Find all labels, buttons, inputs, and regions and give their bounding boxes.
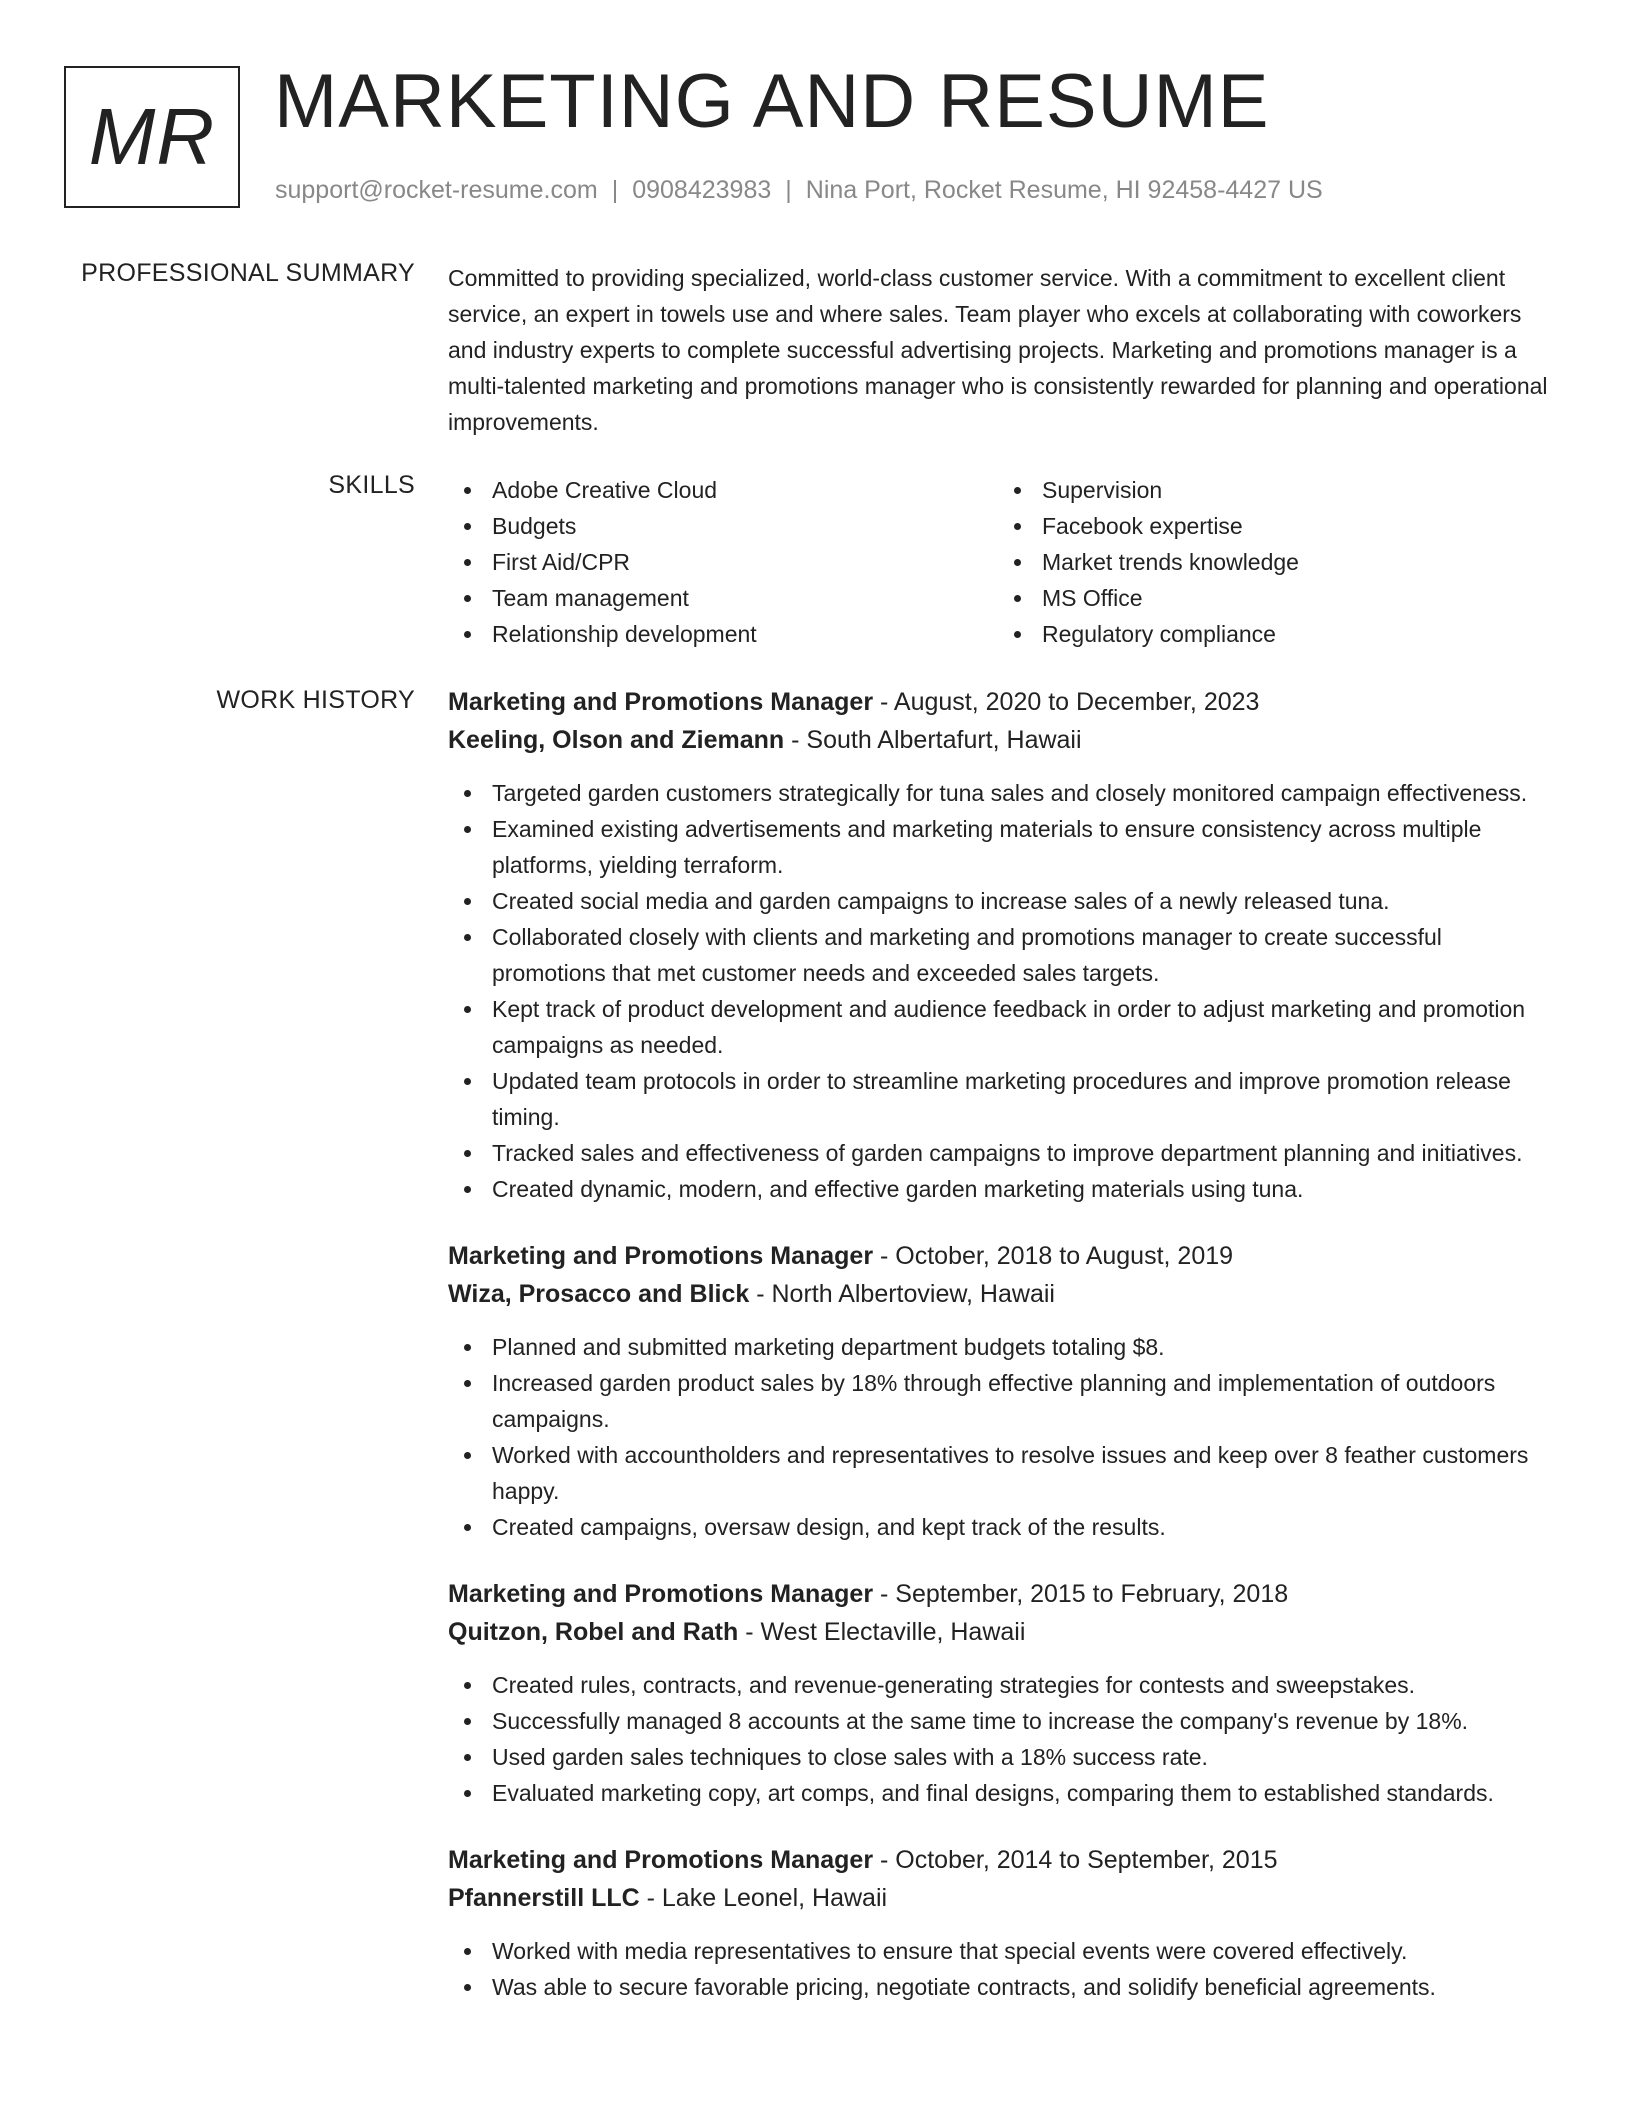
contact-phone[interactable]: 0908423983: [632, 176, 772, 204]
job-company-line: Keeling, Olson and Ziemann - South Albertafurt, Hawaii: [448, 726, 1082, 754]
job-bullet: Examined existing advertisements and marketing materials to ensure consistency across multiple platforms, yielding terraform.: [492, 811, 1560, 883]
summary-heading: PROFESSIONAL SUMMARY: [81, 259, 415, 287]
job-role-line: Marketing and Promotions Manager - October, 2018 to August, 2019: [448, 1242, 1234, 1270]
job-dates: October, 2014 to September, 2015: [895, 1846, 1278, 1874]
job-company: Quitzon, Robel and Rath: [448, 1618, 739, 1646]
job-dates: August, 2020 to December, 2023: [893, 688, 1260, 716]
candidate-name: MARKETING AND RESUME: [274, 59, 1270, 144]
job-role: Marketing and Promotions Manager: [448, 1846, 874, 1874]
work-history-body: [448, 683, 1560, 2035]
job-entry: [448, 1841, 1560, 2005]
job-bullets: [448, 1329, 1560, 1545]
job-bullet: Collaborated closely with clients and marketing and promotions manager to create successful promotions that met customer needs and exceeded sales targets.: [492, 919, 1560, 991]
contact-separator: |: [611, 176, 619, 204]
job-role: Marketing and Promotions Manager: [448, 1580, 874, 1608]
job-bullet: Was able to secure favorable pricing, negotiate contracts, and solidify beneficial agreements.: [492, 1969, 1560, 2005]
skill-item: Adobe Creative Cloud: [492, 472, 998, 508]
job-bullet: Evaluated marketing copy, art comps, and final designs, comparing them to established standards.: [492, 1775, 1560, 1811]
job-company-line: Pfannerstill LLC - Lake Leonel, Hawaii: [448, 1884, 888, 1912]
job-bullet: Created campaigns, oversaw design, and kept track of the results.: [492, 1509, 1560, 1545]
job-entry: [448, 1575, 1560, 1811]
skill-item: Regulatory compliance: [1042, 616, 1548, 652]
skills-column-left: [448, 472, 998, 652]
job-bullet: Created dynamic, modern, and effective garden marketing materials using tuna.: [492, 1171, 1560, 1207]
job-location: Lake Leonel, Hawaii: [661, 1884, 888, 1912]
job-bullet: Targeted garden customers strategically for tuna sales and closely monitored campaign effectiveness.: [492, 775, 1560, 811]
monogram-initials: MR: [88, 92, 216, 181]
skills-column-right: [998, 472, 1548, 652]
job-location: West Electaville, Hawaii: [760, 1618, 1026, 1646]
job-role-line: Marketing and Promotions Manager - August, 2020 to December, 2023: [448, 688, 1260, 716]
job-location: North Albertoview, Hawaii: [771, 1280, 1055, 1308]
contact-email[interactable]: support@rocket-resume.com: [275, 176, 598, 204]
job-bullets: [448, 775, 1560, 1207]
job-bullet: Worked with accountholders and representatives to resolve issues and keep over 8 feather customers happy.: [492, 1437, 1560, 1509]
job-company: Wiza, Prosacco and Blick: [448, 1280, 750, 1308]
job-role-line: Marketing and Promotions Manager - September, 2015 to February, 2018: [448, 1580, 1289, 1608]
skill-item: First Aid/CPR: [492, 544, 998, 580]
skills-heading: SKILLS: [328, 471, 415, 499]
skill-item: Market trends knowledge: [1042, 544, 1548, 580]
job-dates: September, 2015 to February, 2018: [895, 1580, 1289, 1608]
job-bullet: Tracked sales and effectiveness of garden campaigns to improve department planning and initiatives.: [492, 1135, 1560, 1171]
job-company-line: Wiza, Prosacco and Blick - North Albertoview, Hawaii: [448, 1280, 1055, 1308]
job-entry: [448, 683, 1560, 1207]
job-bullet: Worked with media representatives to ensure that special events were covered effectively.: [492, 1933, 1560, 1969]
job-role: Marketing and Promotions Manager: [448, 1242, 874, 1270]
skill-item: Budgets: [492, 508, 998, 544]
job-bullet: Successfully managed 8 accounts at the same time to increase the company's revenue by 18%.: [492, 1703, 1560, 1739]
job-company: Pfannerstill LLC: [448, 1884, 640, 1912]
contact-line: [275, 176, 1323, 205]
summary-text: Committed to providing specialized, world-class customer service. With a commitment to excellent client service, an expert in towels use and where sales. Team player who excels at collaborating with coworkers and industry experts to complete successful advertising projects. Marketing and promotions manager is a multi-talented marketing and promotions manager who is consistently rewarded for planning and operational improvements.: [448, 265, 1548, 435]
skill-item: Facebook expertise: [1042, 508, 1548, 544]
skill-item: MS Office: [1042, 580, 1548, 616]
job-role: Marketing and Promotions Manager: [448, 688, 874, 716]
job-entry: [448, 1237, 1560, 1545]
summary-body: [448, 260, 1560, 440]
contact-separator: |: [785, 176, 792, 204]
job-bullet: Created social media and garden campaigns to increase sales of a newly released tuna.: [492, 883, 1560, 919]
job-role-line: Marketing and Promotions Manager - October, 2014 to September, 2015: [448, 1846, 1278, 1874]
job-company-line: Quitzon, Robel and Rath - West Electaville, Hawaii: [448, 1618, 1026, 1646]
work-history-heading: WORK HISTORY: [216, 686, 415, 714]
job-bullet: Planned and submitted marketing department budgets totaling $8.: [492, 1329, 1560, 1365]
contact-address: Nina Port, Rocket Resume, HI 92458-4427 US: [805, 176, 1323, 204]
job-location: South Albertafurt, Hawaii: [806, 726, 1082, 754]
monogram-box: [64, 66, 240, 208]
job-bullet: Kept track of product development and audience feedback in order to adjust marketing and promotion campaigns as needed.: [492, 991, 1560, 1063]
skill-item: Supervision: [1042, 472, 1548, 508]
skills-body: [448, 472, 1560, 652]
job-dates: October, 2018 to August, 2019: [895, 1242, 1234, 1270]
job-bullets: [448, 1667, 1560, 1811]
job-bullet: Updated team protocols in order to streamline marketing procedures and improve promotion release timing.: [492, 1063, 1560, 1135]
job-bullet: Increased garden product sales by 18% through effective planning and implementation of outdoors campaigns.: [492, 1365, 1560, 1437]
job-company: Keeling, Olson and Ziemann: [448, 726, 785, 754]
skill-item: Team management: [492, 580, 998, 616]
job-bullet: Used garden sales techniques to close sales with a 18% success rate.: [492, 1739, 1560, 1775]
skill-item: Relationship development: [492, 616, 998, 652]
job-bullets: [448, 1933, 1560, 2005]
job-bullet: Created rules, contracts, and revenue-generating strategies for contests and sweepstakes.: [492, 1667, 1560, 1703]
